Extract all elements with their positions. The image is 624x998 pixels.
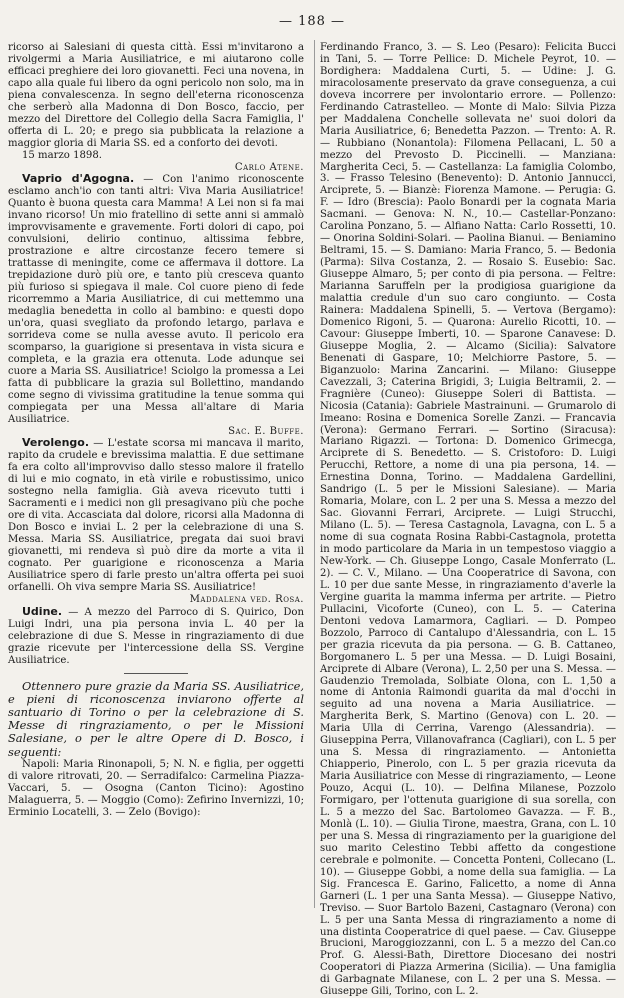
signature: Sac. E. Buffe.	[228, 425, 304, 437]
entry-text: — Con l'animo riconoscente esclamo anch'io con tanti altri: Viva Maria Ausiliatrice! Quanto è buona questa cara Mamma! A Lei non si fa mai invano ricorso! Un mio fratellino di sette anni si ammalò improvvisamente e gravemente. Forti dolori di capo, poi convulsioni, delirio continuo, altissima febbre, prostrazione e altre circostanze fecero temere si trattasse di meningite, come ce affermava il dottore. La trepidazione durò più ore, e tanto più cresceva quanto più furioso si spiegava il male. Col cuore pieno di fede ricorremmo a Maria Ausiliatrice, di cui mettemmo una medaglia benedetta in collo al bambino: e questi dopo un'ora, quasi svegliato da profondo letargo, parlava e sorrideva come se nulla avesse avuto. Il pericolo era scomparso, la guarigione si presentava in vista sicura e completa, e la grazia era ottenuta. Lode adunque sei cuore a Maria SS. Ausiliatrice! Sciolgo la promessa a Lei fatta di pubblicare la grazia sul Bollettino, mandando come segno di vivissima gratitudine la tenue somma qui compiegata per una Messa all'altare di Maria Ausiliatrice.	[8, 174, 304, 425]
entry-text: — A mezzo del Parroco di S. Quirico, Don Luigi Indri, una pia persona invia L. 40 per la celebrazione di due S. Messe in ringraziamento di due grazie ricevute per l'intercessione della SS. Vergine Ausiliatrice.	[8, 606, 304, 666]
right-column	[320, 42, 616, 998]
continuation-paragraph: ricorso ai Salesiani di questa città. Essi m'invitarono a rivolgermi a Maria Ausiliatrice, e mi aiutarono colle efficaci preghiere dei loro giovanetti. Feci una novena, in capo alla quale fui libero da ogni pericolo non solo, ma in piena convalescenza. In segno dell'eterna riconoscenza che serberò alla Madonna di Don Bosco, faccio, per mezzo del Direttore del Collegio della Sacra Famiglia, l' offerta di L. 20; e prego sia pubblicata la relazione a maggior gloria di Maria SS. ed a conforto dei devoti.	[8, 42, 304, 149]
entry-place: Verolengo.	[22, 436, 90, 450]
page-number: — 188 —	[278, 14, 346, 29]
entry-vaprio	[8, 173, 304, 425]
column-divider	[314, 40, 315, 908]
entry-verolengo	[8, 437, 304, 593]
entry-text: — L'estate scorsa mi mancava il marito, rapito da crudele e brevissima malattia. E due settimane fa era colto all'improvviso dallo stesso malore il fratello di lui e mio cognato, in età virile e robustissimo, unico sostegno nella famiglia. Già aveva ricevuto tutti i Sacramenti e i medici non gli presagivano più che poche ore di vita. Accasciata dal dolore, ricorsi alla Madonna di Don Bosco e inviai L. 2 per la celebrazione di una S. Messa. Maria SS. Ausiliatrice, pregata dai suoi bravi giovanetti, mi rendeva sì può dire da morte a vita il cognato. Per guarigione e riconoscenza a Maria Ausiliatrice spero di farle presto un'altra offerta pei suoi orfanelli. Oh viva sempre Maria SS. Ausiliatrice!	[8, 438, 304, 593]
donor-list: Ferdinando Franco, 3. — S. Leo (Pesaro): Felicita Bucci in Tani, 5. — Torre Pellice: D. Michele Peyrot, 10. — Bordighera: Maddalena Curti, 5. — Udine: J. G. miracolosamente preservato da grave conseguenza, a cui doveva incorrere per involontario errore. — Pollenzo: Ferdinando Catrastelleo. — Monte di Malo: Silvia Pizza per Maddalena Conchelle sollevata ne' suoi dolori da Maria Ausiliatrice, 6; Benedetta Pazzon. — Trento: A. R. — Rubbiano (Nonantola): Filomena Pellacani, L. 50 a mezzo del Prevosto D. Piccinelli. — Manziana: Margherita Ceci, 5. — Castellanza: La famiglia Colombo, 3. — Frasso Telesino (Benevento): D. Antonio Jannucci, Arciprete, 5. — Bianzè: Fiorenza Mamone. — Perugia: G. F. — Idro (Brescia): Paolo Bonardi per la cognata Maria Sacmani. — Genova: N. N., 10.— Castellar-Ponzano: Carolina Ponzano, 5. — Alfiano Natta: Carlo Rossetti, 10. — Onorina Soldini-Solari. — Paolina Bianui. — Beniamino Beltrami, 15. — S. Damiano: Maria Franco, 5. — Bedonia (Parma): Silva Costanza, 2. — Rosaio S. Eusebio: Sac. Giuseppe Almaro, 5; per conto di pia persona. — Feltre: Marianna Saruffeln per la prodigiosa guarigione da malattia credule d'un suo caro congiunto. — Costa Rainera: Maddalena Spinelli, 5. — Vertova (Bergamo): Domenico Rigoni, 5. — Quarona: Aurelio Ricotti, 10. — Cavour: Giuseppe Imberti, 10. — Sparone Canavese: D. Giuseppe Moglia, 2. — Alcamo (Sicilia): Salvatore Benenati di Gaspare, 10; Melchiorre Pastore, 5. — Biganzuolo: Marina Zancarini. — Milano: Giuseppe Cavezzali, 3; Caterina Brigidi, 3; Luigia Beltramii, 2. — Fragnière (Cuneo): Giuseppe Soleri di Battista. — Nicosia (Catania): Gabriele Mastrainuni. — Grumarolo di Imeano: Rosina e Domenica Sorelle Zanzi. — Francavia (Verona): Germano Ferrari. — Sortino (Siracusa): Mariano Rigazzi. — Tortona: D. Domenico Grimecga, Arciprete di S. Benedetto. — S. Cristoforo: D. Luigi Perucchi, Rettore, a nome di una pia persona, 14. — Ernestina Donna, Torino. — Maddalena Gardellini, Sandrigo (L. 5 per le Missioni Salesiane). — Maria Romaria, Molare, con L. 2 per una S. Messa a mezzo del Sac. Giovanni Ferrari, Arciprete. — Luigi Strucchi, Milano (L. 5). — Teresa Castagnola, Lavagna, con L. 5 a nome di sua cognata Rosina Rabbi-Castagnola, protetta in modo particolare da Maria in un tempestoso viaggio a New-York. — Ch. Giuseppe Longo, Casale Monferrato (L. 2). — C. V., Milano. — Una Cooperatrice di Savona, con L. 10 per due sante Messe, in ringraziamento d'averle la Vergine guarita la mamma inferma per artrite. — Pietro Pullacini, Vicoforte (Cuneo), con L. 5. — Caterina Dentoni vedova Lamarmora, Cagliari. — D. Pompeo Bozzolo, Parroco di Cantalupo d'Alessandria, con L. 15 per grazia ricevuta da pia persona. — G. B. Cattaneo, Borgomanero L. 5 per una Messa. — D. Luigi Bosaini, Arciprete di Albare (Verona), L. 2,50 per una S. Messa. — Gaudenzio Tremolada, Solbiate Olona, con L. 1,50 a nome di Antonia Raimondi guarita da mal d'occhi in seguito ad una novena a Maria Ausiliatrice. — Margherita Berk, S. Martino (Genova) con L. 20. — Maria Ulla di Cerrina, Varengo (Alessandria). — Giuseppina Perra, Villanovafranca (Cagliari), con L. 5 per una S. Messa di ringraziamento. — Antonietta Chiapperio, Pinerolo, con L. 5 per grazia ricevuta da Maria Ausiliatrice con Messe di ringraziamento, — Leone Pouzo, Acqui (L. 10). — Delfina Milanese, Pozzolo Formigaro, per l'ottenuta guarigione di sua sorella, con L. 5 a mezzo del Sac. Bartolomeo Gavazza. — F. B., Monlà (L. 10). — Giulia Tirone, maestra, Grana, con L. 10 per una S. Messa di ringraziamento per la guarigione del suo marito Celestino Tebbi affetto da congestione cerebrale e polmonite. — Concetta Ponteni, Collecano (L. 10). — Giuseppe Gobbi, a nome della sua famiglia. — La Sig. Francesca E. Garino, Falicetto, a nome di Anna Garneri (L. 1 per una Santa Messa). — Giuseppe Nativo, Treviso. — Suor Bartolo Bazeni, Castagnaro (Verona) con L. 5 per una Santa Messa di ringraziamento a nome di una distinta Cooperatrice di quel paese. — Cav. Giuseppe Brucioni, Maroggiozzanni, con L. 5 a mezzo del Can.co Prof. G. Alessi-Bath, Direttore Diocesano dei nostri Cooperatori di Piazza Armerina (Sicilia). — Una famiglia di Garbagnate Milanese, con L. 2 per una S. Messa. — Giuseppe Gili, Torino, con L. 2.	[320, 42, 616, 998]
entry-place: Vaprio d'Agogna.	[22, 172, 135, 186]
section-intro: Ottennero pure grazie da Maria SS. Ausiliatrice, e pieni di riconoscenza inviarono offerte al santuario di Torino o per la celebrazione di S. Messe di ringraziamento, o per le Missioni Salesiane, o per le altre Opere di D. Bosco, i seguenti:	[8, 678, 304, 759]
section-divider	[124, 673, 188, 674]
letter-date: 15 marzo 1898.	[22, 149, 102, 161]
entry-udine	[8, 606, 304, 667]
left-column	[8, 42, 304, 908]
signature: Maddalena ved. Rosa.	[189, 593, 304, 605]
entry-place: Udine.	[22, 604, 63, 618]
signature: Carlo Atene.	[234, 161, 304, 173]
donor-list: Napoli: Maria Rinonapoli, 5; N. N. e figlia, per oggetti di valore ritrovati, 20. — Serradifalco: Carmelina Piazza-Vaccari, 5. — Osogna (Canton Ticino): Agostino Malaguerra, 5. — Moggio (Como): Zefirino Invernizzi, 10; Erminio Locatelli, 3. — Zelo (Bovigo):	[8, 758, 304, 818]
